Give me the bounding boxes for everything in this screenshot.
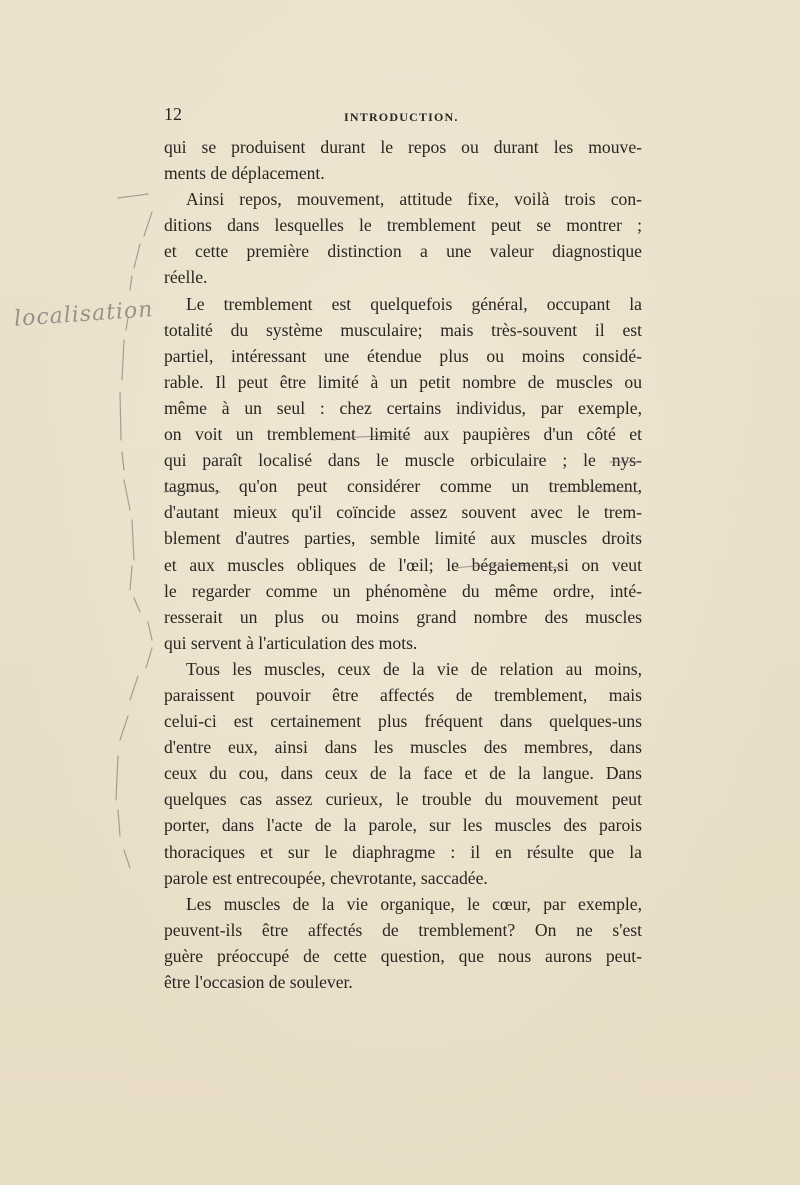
text-line: celui-ci est certainement plus fréquent dans quelques-uns bbox=[164, 711, 642, 732]
text-line: thoraciques et sur le diaphragme : il en résulte que la bbox=[164, 841, 642, 862]
text-line: resserait un plus ou moins grand nombre des muscles bbox=[164, 606, 642, 627]
text-line: partiel, intéressant une étendue plus ou moins considé- bbox=[164, 345, 642, 366]
text-line: porter, dans l'acte de la parole, sur les muscles des parois bbox=[164, 815, 642, 836]
pencil-dash bbox=[118, 194, 148, 198]
page-number: 12 bbox=[164, 104, 182, 124]
page-header bbox=[164, 104, 644, 128]
text-line: on voit un tremblement limité aux paupières d'un côté et bbox=[164, 424, 642, 445]
text-line: ceux du cou, dans ceux de la face et de la langue. Dans bbox=[164, 763, 642, 784]
text-line: Le tremblement est quelquefois général, occupant la bbox=[186, 293, 642, 314]
text-line: blement d'autres parties, semble limité aux muscles droits bbox=[164, 528, 642, 549]
text-line: et cette première distinction a une valeur diagnostique bbox=[164, 241, 642, 262]
text-line: Ainsi repos, mouvement, attitude fixe, voilà trois con- bbox=[186, 189, 642, 210]
text-line: d'autant mieux qu'il coïncide assez souvent avec le trem- bbox=[164, 502, 642, 523]
text-line: totalité du système musculaire; mais très-souvent il est bbox=[164, 319, 642, 340]
text-line: rable. Il peut être limité à un petit nombre de muscles ou bbox=[164, 371, 642, 392]
text-line: parole est entrecoupée, chevrotante, saccadée. bbox=[164, 867, 488, 888]
text-line: le regarder comme un phénomène du même ordre, inté- bbox=[164, 580, 642, 601]
text-line: tagmus, qu'on peut considérer comme un tremblement, bbox=[164, 476, 642, 497]
handwritten-margin-note: localisation bbox=[13, 297, 155, 332]
text-line: qui se produisent durant le repos ou durant les mouve- bbox=[164, 137, 642, 157]
text-line: et aux muscles obliques de l'œil; le bégaiement,si on veut bbox=[164, 554, 642, 575]
text-line: même à un seul : chez certains individus, par exemple, bbox=[164, 397, 642, 418]
running-head: INTRODUCTION. bbox=[344, 110, 459, 124]
text-line: quelques cas assez curieux, le trouble du mouvement peut bbox=[164, 789, 642, 810]
text-line: réelle. bbox=[164, 267, 208, 288]
text-line: guère préoccupé de cette question, que nous aurons peut- bbox=[164, 945, 642, 966]
text-line: qui paraît localisé dans le muscle orbiculaire ; le nys- bbox=[164, 450, 642, 471]
text-line: paraissent pouvoir être affectés de tremblement, mais bbox=[164, 684, 642, 705]
text-line: d'entre eux, ainsi dans les muscles des membres, dans bbox=[164, 737, 642, 758]
text-line: ments de déplacement. bbox=[164, 163, 325, 184]
text-line: ditions dans lesquelles le tremblement peut se montrer ; bbox=[164, 215, 642, 236]
body-text bbox=[164, 134, 644, 995]
text-line: peuvent-ils être affectés de tremblement? On ne s'est bbox=[164, 919, 642, 940]
text-line: qui servent à l'articulation des mots. bbox=[164, 632, 418, 653]
text-line: être l'occasion de soulever. bbox=[164, 972, 353, 992]
text-line: Les muscles de la vie organique, le cœur, par exemple, bbox=[186, 893, 642, 914]
text-line: Tous les muscles, ceux de la vie de relation au moins, bbox=[186, 658, 642, 679]
